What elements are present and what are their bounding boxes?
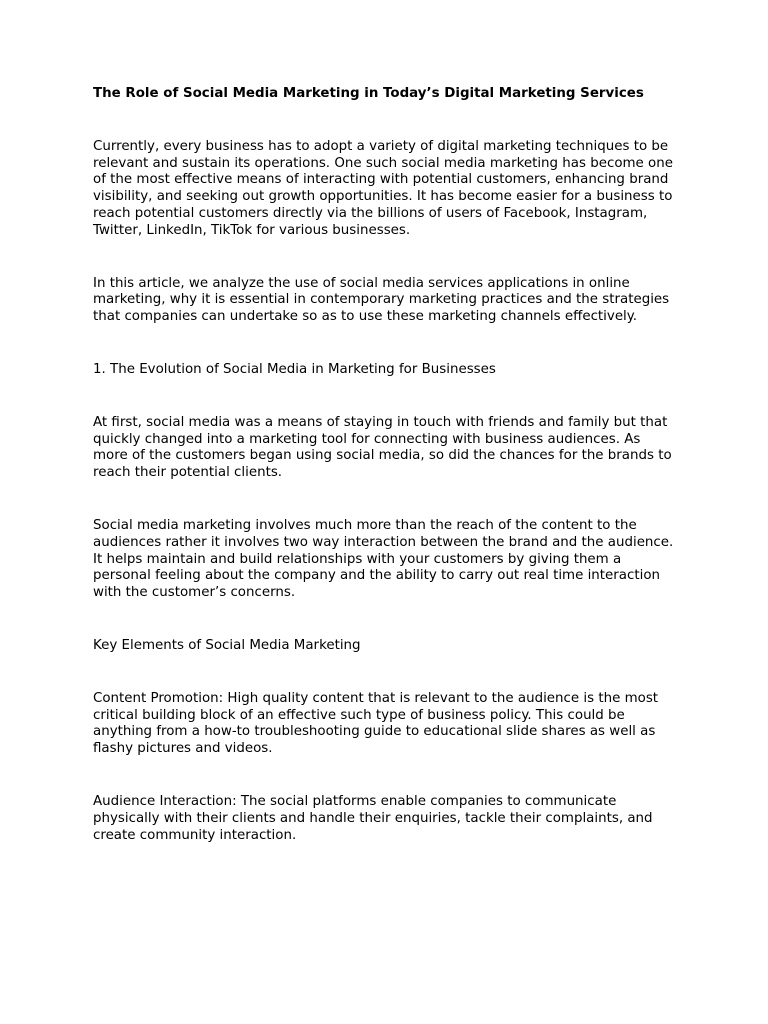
article-overview-paragraph: In this article, we analyze the use of social media services applications in online marketing, why it is essential in contemporary marketing practices and the strategies that companies can undertake so as to use these marketing channels effectively. [93, 275, 670, 325]
evolution-paragraph-2: Social media marketing involves much more than the reach of the content to the audiences rather it involves two way interaction between the brand and the audience. It helps maintain and build relationships with your customers by giving them a personal feeling about the company and the ability to carry out real time interaction with the customer’s concerns. [93, 517, 674, 601]
audience-interaction-paragraph: Audience Interaction: The social platforms enable companies to communicate physically with their clients and handle their enquiries, tackle their complaints, and create community interaction. [93, 793, 653, 843]
document-title: The Role of Social Media Marketing in Today’s Digital Marketing Services [93, 86, 644, 101]
document-page [93, 86, 678, 880]
intro-paragraph: Currently, every business has to adopt a variety of digital marketing techniques to be relevant and sustain its operations. One such social media marketing has become one of the most effective means of interacting with potential customers, enhancing brand visibility, and seeking out growth opportunities. It has become easier for a business to reach potential customers directly via the billions of users of Facebook, Instagram, Twitter, LinkedIn, TikTok for various businesses. [93, 138, 673, 238]
content-promotion-paragraph: Content Promotion: High quality content that is relevant to the audience is the most critical building block of an effective such type of business policy. This could be anything from a how-to troubleshooting guide to educational slide shares as well as flashy pictures and videos. [93, 690, 659, 757]
section-heading-key-elements: Key Elements of Social Media Marketing [93, 637, 361, 653]
evolution-paragraph-1: At first, social media was a means of staying in touch with friends and family but that quickly changed into a marketing tool for connecting with business audiences. As more of the customers began using social media, so did the chances for the brands to reach their potential clients. [93, 414, 672, 481]
section-heading-evolution: 1. The Evolution of Social Media in Marketing for Businesses [93, 361, 496, 377]
